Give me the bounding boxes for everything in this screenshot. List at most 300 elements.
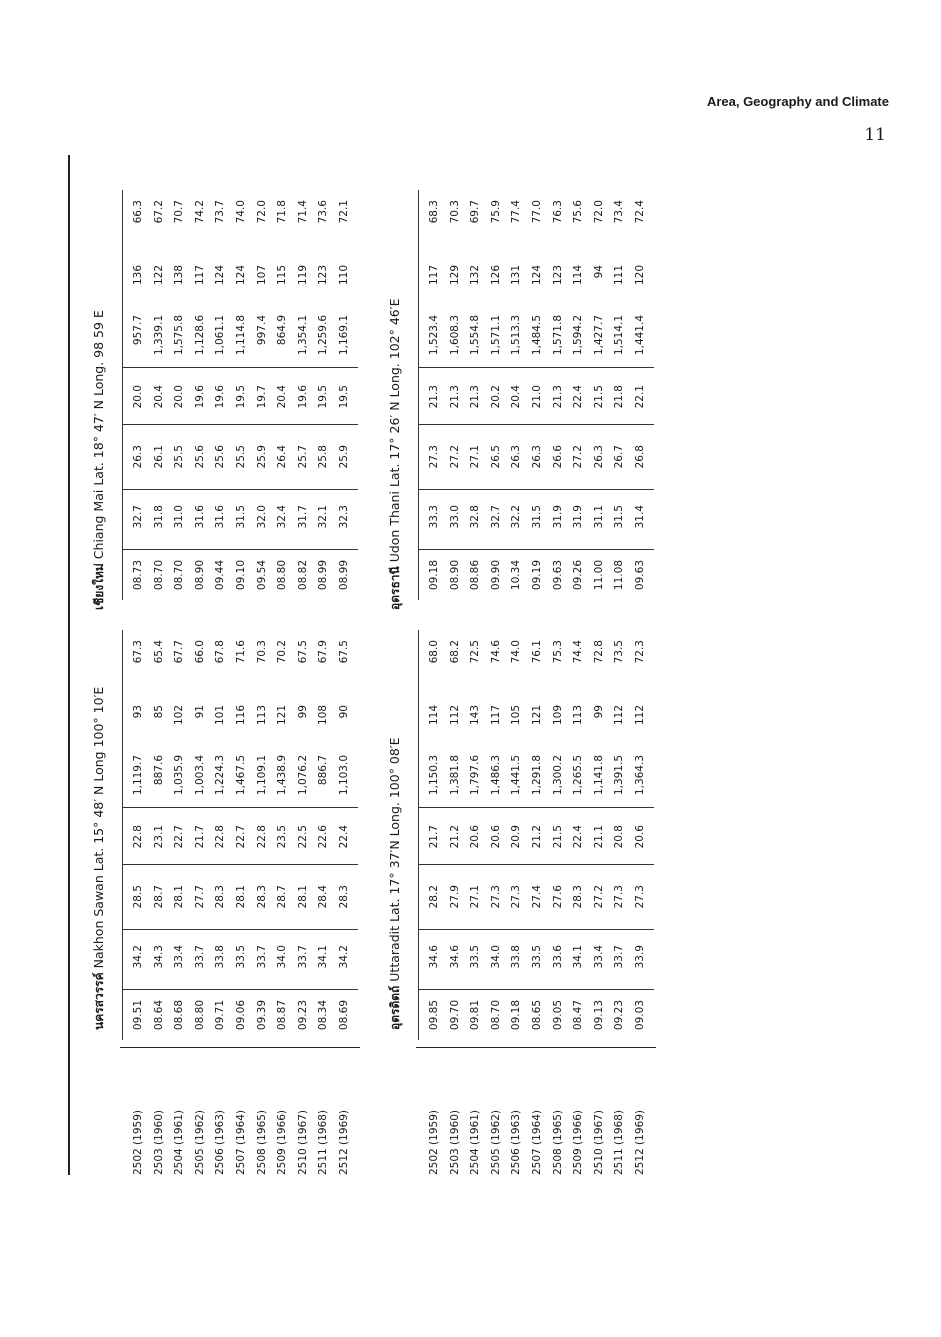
table-cell: 73.7 — [214, 200, 227, 224]
table-cell: 34.6 — [428, 945, 440, 969]
table-cell: 1,484.5 — [530, 315, 543, 356]
table-cell: 27.3 — [428, 445, 440, 469]
table-cell: 121 — [276, 705, 289, 726]
table-cell: 33.9 — [633, 945, 646, 969]
table-cell: 34.0 — [276, 945, 289, 969]
table-cell: 34.1 — [572, 945, 585, 969]
table-cell: 1,169.1 — [337, 315, 350, 356]
table-cell: 21.3 — [428, 385, 440, 409]
rain-days-column — [128, 705, 355, 775]
table-cell: 72.5 — [469, 640, 482, 664]
table-cell: 19.6 — [193, 385, 206, 409]
table-cell: 20.0 — [173, 385, 186, 409]
rain-days-column — [128, 265, 355, 335]
table-cell: 08.65 — [530, 1000, 543, 1031]
table-cell: 1,224.3 — [214, 755, 227, 796]
rule-line — [122, 489, 358, 490]
table-cell: 132 — [469, 265, 482, 286]
table-cell: 09.23 — [296, 1000, 309, 1031]
mean-temp-column — [128, 445, 355, 515]
table-cell: 69.7 — [469, 200, 482, 224]
table-cell: 20.0 — [132, 385, 144, 409]
table-cell: 72.4 — [633, 200, 646, 224]
table-cell: 09.63 — [633, 560, 646, 591]
table-cell: 08.70 — [173, 560, 186, 591]
table-cell: 08.70 — [489, 1000, 502, 1031]
table-cell: 1,114.8 — [234, 315, 247, 356]
rule-line — [418, 864, 654, 865]
table-cell: 27.3 — [489, 885, 502, 909]
table-cell: 28.3 — [255, 885, 268, 909]
table-cell: 94 — [592, 265, 605, 279]
table-cell: 25.9 — [255, 445, 268, 469]
table-cell: 99 — [296, 705, 309, 719]
table-cell: 67.5 — [337, 640, 350, 664]
table-cell: 22.7 — [234, 825, 247, 849]
table-cell: 21.5 — [551, 825, 564, 849]
table-cell: 09.90 — [489, 560, 502, 591]
year-label: 2504 (1961) — [173, 1110, 186, 1175]
table-cell: 1,486.3 — [489, 755, 502, 796]
mean-temp-column — [128, 885, 355, 955]
humidity-column — [128, 200, 355, 270]
table-cell: 107 — [255, 265, 268, 286]
table-cell: 26.3 — [592, 445, 605, 469]
table-cell: 33.5 — [530, 945, 543, 969]
table-cell: 27.3 — [613, 885, 626, 909]
table-cell: 1,467.5 — [234, 755, 247, 796]
table-cell: 21.3 — [551, 385, 564, 409]
table-cell: 21.0 — [530, 385, 543, 409]
table-cell: 1,608.3 — [448, 315, 461, 356]
table-cell: 1,150.3 — [428, 755, 440, 796]
table-cell: 1,354.1 — [296, 315, 309, 356]
table-cell: 117 — [428, 265, 440, 286]
table-cell: 28.2 — [428, 885, 440, 909]
table-cell: 114 — [428, 705, 440, 726]
table-cell: 32.8 — [469, 505, 482, 529]
table-cell: 19.6 — [214, 385, 227, 409]
table-cell: 26.7 — [613, 445, 626, 469]
table-cell: 22.6 — [317, 825, 330, 849]
station-title — [90, 110, 109, 610]
station-name: Chiang Mai Lat. 18° 47′ N Long. 98 59 E — [91, 310, 106, 560]
table-cell: 33.7 — [193, 945, 206, 969]
table-cell: 20.8 — [613, 825, 626, 849]
table-cell: 85 — [152, 705, 165, 719]
table-cell: 08.80 — [193, 1000, 206, 1031]
year-column — [128, 1055, 355, 1175]
table-cell: 1,797.6 — [469, 755, 482, 796]
table-cell: 21.8 — [613, 385, 626, 409]
table-cell: 23.5 — [276, 825, 289, 849]
table-cell: 09.44 — [214, 560, 227, 591]
year-label: 2508 (1965) — [255, 1110, 268, 1175]
table-cell: 138 — [173, 265, 186, 286]
table-cell: 113 — [572, 705, 585, 726]
table-cell: 26.8 — [633, 445, 646, 469]
table-cell: 32.0 — [255, 505, 268, 529]
table-cell: 28.7 — [276, 885, 289, 909]
table-cell: 19.5 — [317, 385, 330, 409]
table-cell: 1,523.4 — [428, 315, 440, 356]
table-cell: 33.8 — [510, 945, 523, 969]
station-title — [386, 110, 405, 610]
table-cell: 08.99 — [317, 560, 330, 591]
table-cell: 32.4 — [276, 505, 289, 529]
rotated-climate-table — [70, 155, 660, 1175]
table-cell: 124 — [234, 265, 247, 286]
rule-line — [122, 630, 123, 1040]
table-cell: 21.1 — [592, 825, 605, 849]
rule-line — [418, 367, 654, 368]
table-cell: 31.5 — [530, 505, 543, 529]
table-cell: 67.7 — [173, 640, 186, 664]
table-cell: 33.5 — [469, 945, 482, 969]
table-cell: 1,141.8 — [592, 755, 605, 796]
table-cell: 28.4 — [317, 885, 330, 909]
table-cell: 1,128.6 — [193, 315, 206, 356]
table-cell: 09.03 — [633, 1000, 646, 1031]
table-cell: 72.3 — [633, 640, 646, 664]
table-cell: 20.2 — [489, 385, 502, 409]
table-cell: 27.3 — [633, 885, 646, 909]
table-cell: 117 — [193, 265, 206, 286]
table-cell: 09.71 — [214, 1000, 227, 1031]
table-cell: 19.7 — [255, 385, 268, 409]
table-cell: 1,109.1 — [255, 755, 268, 796]
table-cell: 112 — [633, 705, 646, 726]
year-label: 2509 (1966) — [572, 1110, 585, 1175]
table-cell: 31.9 — [572, 505, 585, 529]
table-cell: 32.7 — [489, 505, 502, 529]
table-cell: 93 — [132, 705, 144, 719]
table-cell: 21.7 — [193, 825, 206, 849]
table-cell: 109 — [551, 705, 564, 726]
table-cell: 28.7 — [152, 885, 165, 909]
rule-line — [122, 549, 358, 550]
table-cell: 08.47 — [572, 1000, 585, 1031]
table-cell: 31.7 — [296, 505, 309, 529]
table-cell: 31.6 — [214, 505, 227, 529]
table-cell: 74.4 — [572, 640, 585, 664]
table-cell: 75.3 — [551, 640, 564, 664]
table-cell: 09.54 — [255, 560, 268, 591]
table-cell: 1,381.8 — [448, 755, 461, 796]
year-label: 2510 (1967) — [296, 1110, 309, 1175]
table-cell: 27.7 — [193, 885, 206, 909]
table-cell: 20.4 — [152, 385, 165, 409]
table-cell: 08.69 — [337, 1000, 350, 1031]
table-cell: 09.05 — [551, 1000, 564, 1031]
table-cell: 20.6 — [633, 825, 646, 849]
table-cell: 22.8 — [214, 825, 227, 849]
rule-line — [122, 989, 358, 990]
table-cell: 22.4 — [337, 825, 350, 849]
table-cell: 68.2 — [448, 640, 461, 664]
table-cell: 124 — [214, 265, 227, 286]
table-cell: 99 — [592, 705, 605, 719]
table-cell: 33.4 — [173, 945, 186, 969]
table-cell: 957.7 — [132, 315, 144, 346]
table-cell: 33.5 — [234, 945, 247, 969]
table-cell: 1,035.9 — [173, 755, 186, 796]
year-label: 2503 (1960) — [152, 1110, 165, 1175]
table-cell: 113 — [255, 705, 268, 726]
table-cell: 1,441.4 — [633, 315, 646, 356]
table-cell: 120 — [633, 265, 646, 286]
table-cell: 72.0 — [592, 200, 605, 224]
table-cell: 71.8 — [276, 200, 289, 224]
table-cell: 91 — [193, 705, 206, 719]
rule-line — [122, 929, 358, 930]
table-cell: 26.1 — [152, 445, 165, 469]
table-cell: 28.3 — [572, 885, 585, 909]
table-cell: 997.4 — [255, 315, 268, 346]
table-cell: 76.1 — [530, 640, 543, 664]
table-cell: 19.5 — [234, 385, 247, 409]
table-cell: 31.8 — [152, 505, 165, 529]
table-cell: 25.8 — [317, 445, 330, 469]
table-cell: 136 — [132, 265, 144, 286]
table-cell: 75.6 — [572, 200, 585, 224]
table-cell: 09.13 — [592, 1000, 605, 1031]
table-cell: 1,554.8 — [469, 315, 482, 356]
max-temp-column — [424, 945, 651, 1015]
table-cell: 1,061.1 — [214, 315, 227, 356]
table-cell: 33.0 — [448, 505, 461, 529]
table-cell: 25.6 — [193, 445, 206, 469]
rule-line — [418, 549, 654, 550]
table-cell: 1,265.5 — [572, 755, 585, 796]
year-label: 2511 (1968) — [317, 1110, 330, 1175]
table-cell: 66.0 — [193, 640, 206, 664]
year-label: 2503 (1960) — [448, 1110, 461, 1175]
rule-line — [122, 807, 358, 808]
min-temp-column — [424, 825, 651, 895]
table-cell: 28.1 — [173, 885, 186, 909]
table-cell: 886.7 — [317, 755, 330, 786]
humidity-column — [128, 640, 355, 710]
table-cell: 71.4 — [296, 200, 309, 224]
table-cell: 20.4 — [276, 385, 289, 409]
max-temp-column — [128, 505, 355, 575]
table-cell: 22.7 — [173, 825, 186, 849]
year-label: 2512 (1969) — [633, 1110, 646, 1175]
table-cell: 122 — [152, 265, 165, 286]
table-cell: 110 — [337, 265, 350, 286]
table-cell: 21.3 — [448, 385, 461, 409]
table-cell: 1,300.2 — [551, 755, 564, 796]
table-cell: 28.3 — [337, 885, 350, 909]
year-label: 2508 (1965) — [551, 1110, 564, 1175]
rule-line — [418, 630, 419, 1040]
table-cell: 77.4 — [510, 200, 523, 224]
station-name: Udon Thani Lat. 17° 26′ N Long. 102° 46′E — [387, 298, 402, 563]
table-cell: 1,003.4 — [193, 755, 206, 796]
table-cell: 33.8 — [214, 945, 227, 969]
rule-line — [122, 190, 123, 600]
rule-line — [122, 424, 358, 425]
table-cell: 90 — [337, 705, 350, 719]
table-cell: 116 — [234, 705, 247, 726]
min-temp-column — [128, 385, 355, 455]
table-cell: 1,513.3 — [510, 315, 523, 356]
year-label: 2512 (1969) — [337, 1110, 350, 1175]
rule-line — [418, 989, 654, 990]
table-cell: 1,575.8 — [173, 315, 186, 356]
table-cell: 1,103.0 — [337, 755, 350, 796]
table-cell: 22.4 — [572, 385, 585, 409]
year-label: 2506 (1963) — [510, 1110, 523, 1175]
table-cell: 31.0 — [173, 505, 186, 529]
table-cell: 75.9 — [489, 200, 502, 224]
station-thai-name: อุตรดิตถ์ — [388, 985, 402, 1030]
table-cell: 67.2 — [152, 200, 165, 224]
table-cell: 70.2 — [276, 640, 289, 664]
table-cell: 143 — [469, 705, 482, 726]
max-temp-column — [424, 505, 651, 575]
table-cell: 27.2 — [592, 885, 605, 909]
min-temp-column — [128, 825, 355, 895]
min-temp-column — [424, 385, 651, 455]
station-name: Nakhon Sawan Lat. 15° 48′ N Long 100° 10′E — [91, 686, 106, 969]
table-cell: 22.5 — [296, 825, 309, 849]
table-cell: 32.2 — [510, 505, 523, 529]
rule-line — [418, 190, 419, 600]
table-cell: 08.34 — [317, 1000, 330, 1031]
table-cell: 28.1 — [296, 885, 309, 909]
table-cell: 08.90 — [193, 560, 206, 591]
humidity-column — [424, 200, 651, 270]
table-cell: 27.4 — [530, 885, 543, 909]
year-label: 2509 (1966) — [276, 1110, 289, 1175]
station-thai-name: อุดรธานี — [388, 566, 402, 610]
table-cell: 08.73 — [132, 560, 144, 591]
table-cell: 26.4 — [276, 445, 289, 469]
year-label: 2505 (1962) — [193, 1110, 206, 1175]
table-cell: 123 — [551, 265, 564, 286]
table-cell: 71.6 — [234, 640, 247, 664]
table-cell: 129 — [448, 265, 461, 286]
table-cell: 10.34 — [510, 560, 523, 591]
table-cell: 34.1 — [317, 945, 330, 969]
table-cell: 28.5 — [132, 885, 144, 909]
table-cell: 11.00 — [592, 560, 605, 591]
table-cell: 21.2 — [530, 825, 543, 849]
table-cell: 25.6 — [214, 445, 227, 469]
table-cell: 25.5 — [173, 445, 186, 469]
table-cell: 20.9 — [510, 825, 523, 849]
table-cell: 08.70 — [152, 560, 165, 591]
table-cell: 25.9 — [337, 445, 350, 469]
table-cell: 119 — [296, 265, 309, 286]
table-cell: 887.6 — [152, 755, 165, 786]
table-cell: 68.0 — [428, 640, 440, 664]
table-cell: 72.8 — [592, 640, 605, 664]
table-cell: 123 — [317, 265, 330, 286]
table-cell: 28.1 — [234, 885, 247, 909]
table-cell: 34.3 — [152, 945, 165, 969]
table-cell: 70.7 — [173, 200, 186, 224]
table-cell: 22.8 — [255, 825, 268, 849]
table-cell: 34.0 — [489, 945, 502, 969]
table-cell: 67.3 — [132, 640, 144, 664]
table-cell: 09.18 — [428, 560, 440, 591]
table-cell: 70.3 — [448, 200, 461, 224]
table-cell: 09.51 — [132, 1000, 144, 1031]
table-cell: 33.7 — [296, 945, 309, 969]
table-cell: 26.6 — [551, 445, 564, 469]
table-cell: 20.4 — [510, 385, 523, 409]
table-cell: 72.0 — [255, 200, 268, 224]
table-cell: 66.3 — [132, 200, 144, 224]
table-cell: 09.23 — [613, 1000, 626, 1031]
table-cell: 1,441.5 — [510, 755, 523, 796]
table-cell: 08.82 — [296, 560, 309, 591]
table-cell: 73.5 — [613, 640, 626, 664]
table-cell: 22.8 — [132, 825, 144, 849]
table-cell: 112 — [613, 705, 626, 726]
table-cell: 124 — [530, 265, 543, 286]
year-label: 2507 (1964) — [234, 1110, 247, 1175]
table-cell: 26.5 — [489, 445, 502, 469]
table-cell: 1,514.1 — [613, 315, 626, 356]
table-cell: 126 — [489, 265, 502, 286]
year-label: 2504 (1961) — [469, 1110, 482, 1175]
table-cell: 32.3 — [337, 505, 350, 529]
table-cell: 1,291.8 — [530, 755, 543, 796]
table-cell: 27.6 — [551, 885, 564, 909]
table-cell: 27.2 — [448, 445, 461, 469]
station-thai-name: เชียงใหม่ — [92, 563, 106, 610]
table-cell: 09.10 — [234, 560, 247, 591]
table-cell: 65.4 — [152, 640, 165, 664]
table-cell: 08.86 — [469, 560, 482, 591]
table-cell: 26.3 — [530, 445, 543, 469]
table-cell: 34.2 — [132, 945, 144, 969]
table-cell: 105 — [510, 705, 523, 726]
table-cell: 864.9 — [276, 315, 289, 346]
table-cell: 34.6 — [448, 945, 461, 969]
year-label: 2505 (1962) — [489, 1110, 502, 1175]
table-cell: 31.6 — [193, 505, 206, 529]
table-cell: 77.0 — [530, 200, 543, 224]
table-cell: 1,259.6 — [317, 315, 330, 356]
rule-line — [418, 424, 654, 425]
table-cell: 09.26 — [572, 560, 585, 591]
table-cell: 08.99 — [337, 560, 350, 591]
rain-days-column — [424, 265, 651, 335]
table-cell: 31.5 — [613, 505, 626, 529]
table-cell: 112 — [448, 705, 461, 726]
table-cell: 1,571.1 — [489, 315, 502, 356]
year-label: 2511 (1968) — [613, 1110, 626, 1175]
table-cell: 31.4 — [633, 505, 646, 529]
table-cell: 25.5 — [234, 445, 247, 469]
table-cell: 1,391.5 — [613, 755, 626, 796]
table-cell: 1,339.1 — [152, 315, 165, 356]
year-label: 2506 (1963) — [214, 1110, 227, 1175]
table-cell: 23.1 — [152, 825, 165, 849]
table-cell: 19.5 — [337, 385, 350, 409]
table-cell: 117 — [489, 705, 502, 726]
rule-line — [122, 367, 358, 368]
table-cell: 09.19 — [530, 560, 543, 591]
year-label: 2502 (1959) — [428, 1110, 440, 1175]
table-cell: 70.3 — [255, 640, 268, 664]
table-cell: 27.2 — [572, 445, 585, 469]
